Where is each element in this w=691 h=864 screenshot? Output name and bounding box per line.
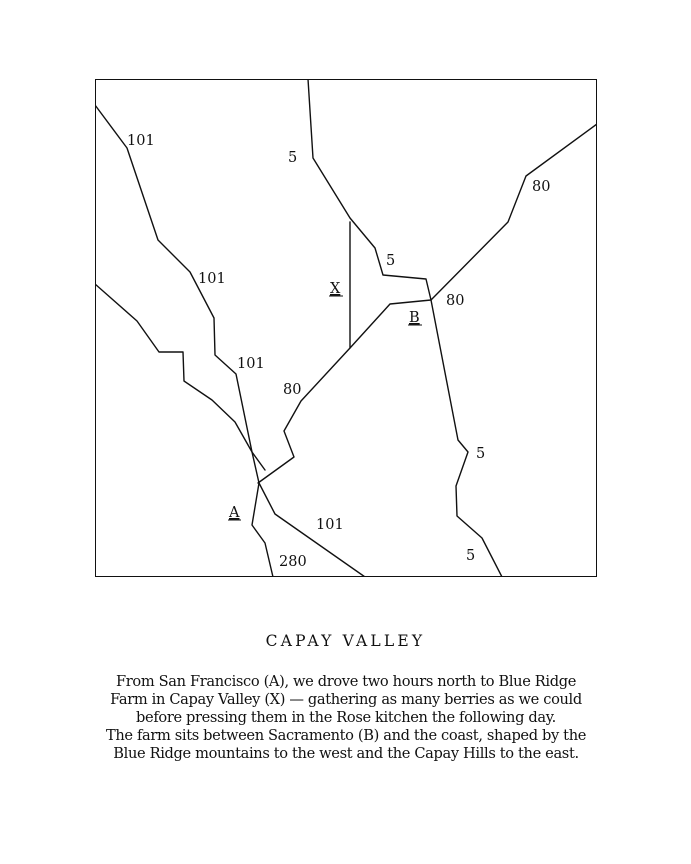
highway-101-label: 101 bbox=[198, 271, 226, 287]
map-frame bbox=[95, 79, 597, 577]
interstate-5-label: 5 bbox=[466, 548, 476, 564]
interstate-80-label: 80 bbox=[283, 382, 302, 398]
interstate-5-label: 5 bbox=[476, 446, 486, 462]
highway-101-label: 101 bbox=[127, 133, 155, 149]
map-title: CAPAY VALLEY bbox=[265, 632, 426, 650]
interstate-5-label: 5 bbox=[288, 150, 298, 166]
interstate-80-label: 80 bbox=[446, 293, 465, 309]
highway-101-label: 101 bbox=[316, 517, 344, 533]
interstate-280-label: 280 bbox=[279, 554, 307, 570]
caption-line: Farm in Capay Valley (X) — gathering as many berries as we could bbox=[110, 691, 582, 708]
caption-line: before pressing them in the Rose kitchen the following day. bbox=[136, 709, 556, 726]
san-francisco-marker: A bbox=[229, 505, 240, 521]
highway-101-label: 101 bbox=[237, 356, 265, 372]
map-caption bbox=[93, 673, 599, 763]
capay-valley-marker: X bbox=[330, 281, 341, 297]
interstate-80-label: 80 bbox=[532, 179, 551, 195]
caption-line: The farm sits between Sacramento (B) and the coast, shaped by the bbox=[105, 727, 587, 744]
sacramento-marker: B bbox=[409, 310, 420, 326]
interstate-5-label: 5 bbox=[386, 253, 396, 269]
caption-line: From San Francisco (A), we drove two hours north to Blue Ridge bbox=[116, 673, 576, 690]
caption-line: Blue Ridge mountains to the west and the Capay Hills to the east. bbox=[113, 745, 579, 762]
